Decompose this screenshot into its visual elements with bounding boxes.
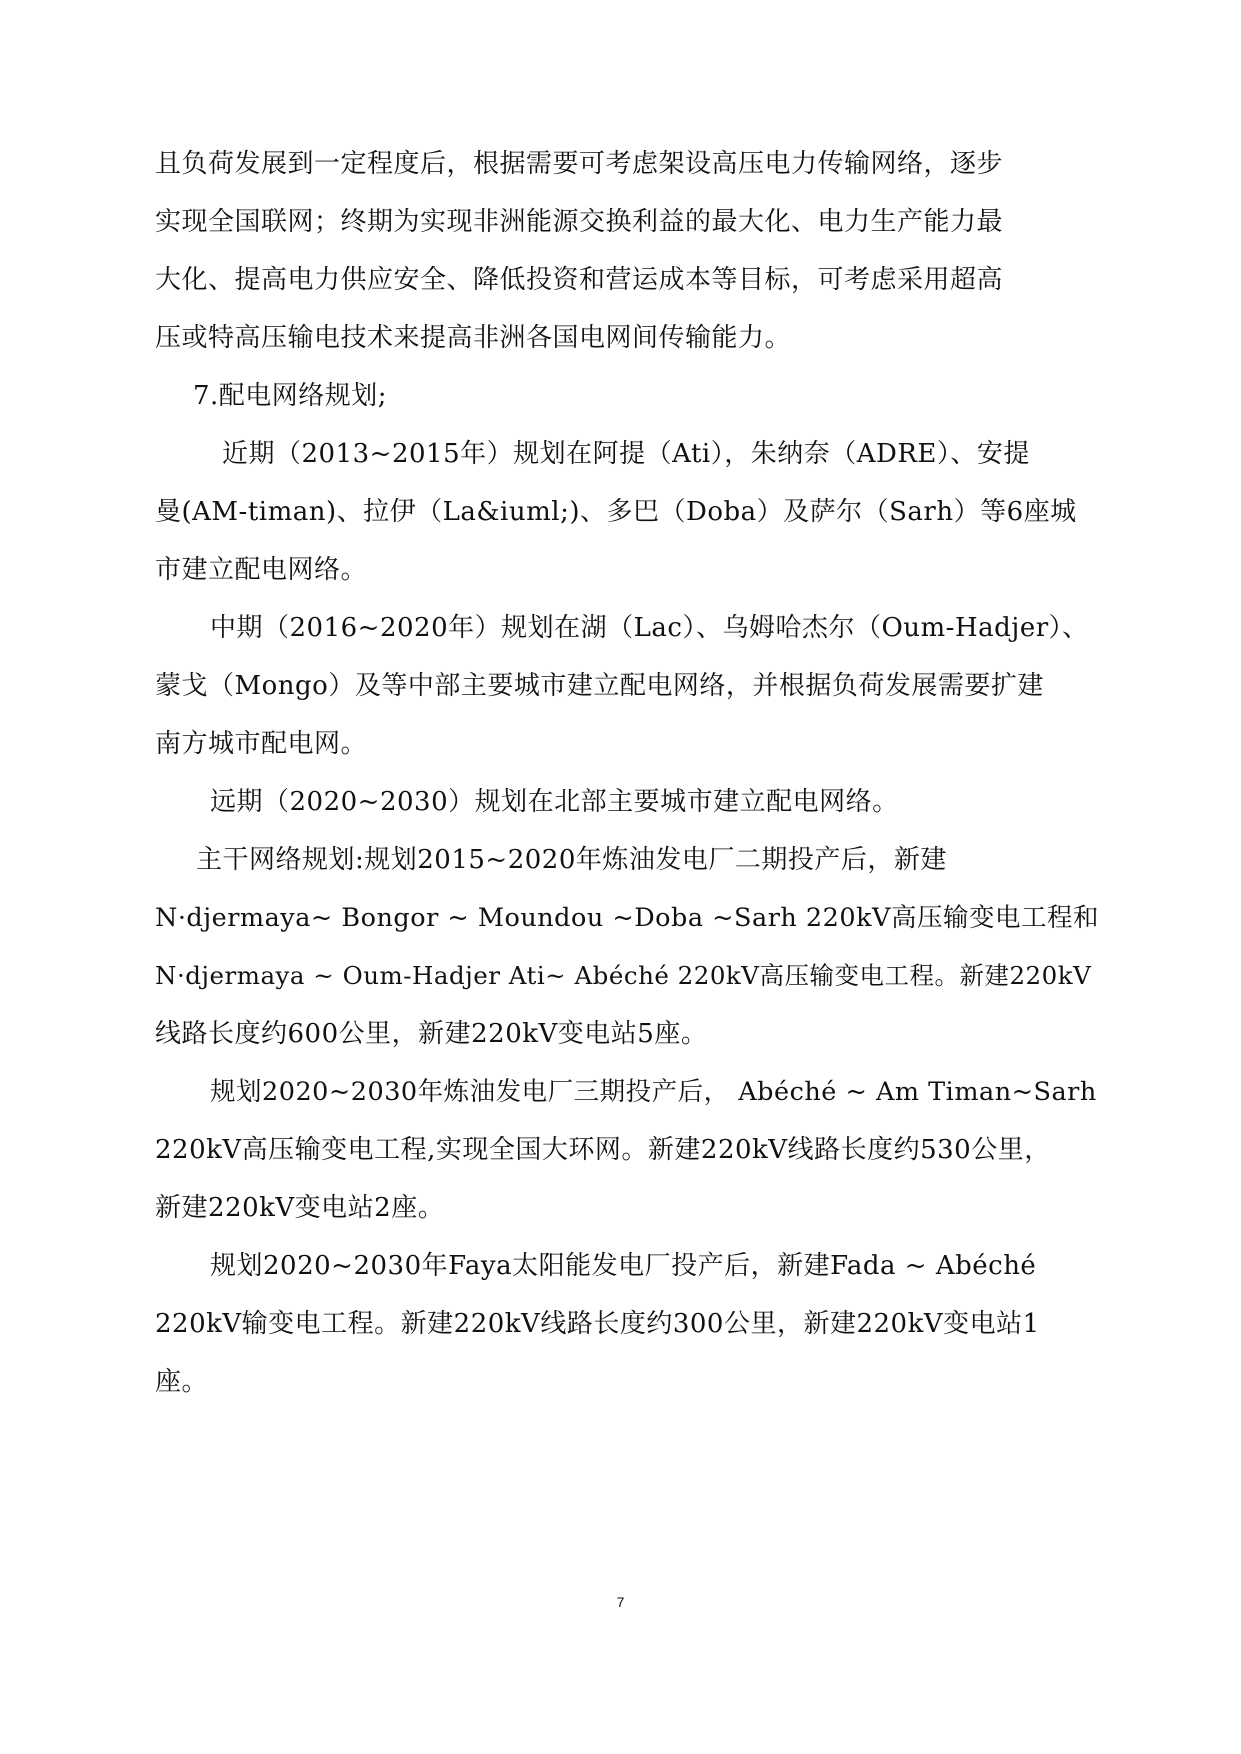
- text-line: 远期（2020~2030）规划在北部主要城市建立配电网络。: [210, 787, 899, 817]
- text-line: 220kV输变电工程。新建220kV线路长度约300公里，新建220kV变电站1: [155, 1309, 1040, 1339]
- text-line: 压或特高压输电技术来提高非洲各国电网间传输能力。: [155, 323, 792, 353]
- text-line: 中期（2016~2020年）规划在湖（Lac）、乌姆哈杰尔（Oum-Hadjer）、: [210, 613, 1089, 643]
- text-line: 大化、提高电力供应安全、降低投资和营运成本等目标，可考虑采用超高: [155, 265, 1004, 295]
- text-line: 蒙戈（Mongo）及等中部主要城市建立配电网络，并根据负荷发展需要扩建: [155, 671, 1044, 701]
- text-line: 规划2020~2030年炼油发电厂三期投产后， Abéché ~ Am Timan~Sarh: [210, 1077, 1097, 1107]
- text-line: 实现全国联网；终期为实现非洲能源交换利益的最大化、电力生产能力最: [155, 207, 1004, 237]
- text-line: 近期（2013~2015年）规划在阿提（Ati），朱纳奈（ADRE）、安提: [222, 439, 1030, 469]
- text-line: 主干网络规划:规划2015~2020年炼油发电厂二期投产后，新建: [196, 845, 947, 875]
- text-line: 曼(AM-timan)、拉伊（La&iuml;)、多巴（Doba）及萨尔（Sarh）等6座城: [155, 497, 1077, 527]
- text-line: 市建立配电网络。: [155, 555, 368, 585]
- text-line: 且负荷发展到一定程度后，根据需要可考虑架设高压电力传输网络，逐步: [155, 149, 1004, 179]
- text-line: 座。: [155, 1367, 209, 1397]
- text-line: 线路长度约600公里，新建220kV变电站5座。: [155, 1019, 708, 1049]
- text-line: 规划2020~2030年Faya太阳能发电厂投产后，新建Fada ~ Abéché: [210, 1251, 1037, 1281]
- text-line: N·djermaya~ Bongor ~ Moundou ~Doba ~Sarh 220kV高压输变电工程和: [155, 903, 1099, 933]
- text-line: 新建220kV变电站2座。: [155, 1193, 445, 1223]
- text-line: 南方城市配电网。: [155, 729, 368, 759]
- text-line: N·djermaya ~ Oum-Hadjer Ati~ Abéché 220kV高压输变电工程。新建220kV: [155, 961, 1092, 990]
- text-line: 220kV高压输变电工程,实现全国大环网。新建220kV线路长度约530公里，: [155, 1135, 1051, 1165]
- section-heading: 7.配电网络规划;: [193, 381, 388, 411]
- page-number: 7: [616, 1594, 625, 1610]
